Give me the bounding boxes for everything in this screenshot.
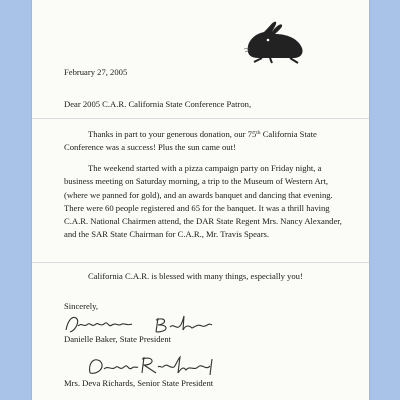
letter-closing: Sincerely, <box>64 301 99 311</box>
signer-1-name: Danielle Baker, State President <box>64 334 172 344</box>
paragraph-1-start: Thanks in part to your generous donation, our 75 <box>88 129 257 139</box>
fold-line <box>32 118 369 119</box>
paragraph-1-end: California State Conference was a success! Plus the sun came out! <box>64 129 317 153</box>
letter-paragraph-2: The weekend started with a pizza campaign party on Friday night, a business meeting on Saturday morning, a trip to the Museum of Western Art, (where we panned for gold), and an awards banquet and dancing that evening. There were 60 people registered and 65 for the banquet. It was a thrill having C.A.R. National Chairmen attend, the DAR State Regent Mrs. Nancy Alexander, and the SAR State Chairman for C.A.R., Mr. Travis Spears. <box>64 163 342 240</box>
letter-date: February 27, 2005 <box>64 67 128 77</box>
rabbit-icon <box>240 18 310 68</box>
letter-paragraph-3: California C.A.R. is blessed with many things, especially you! <box>88 271 303 281</box>
letter-paragraph-1 <box>64 128 348 155</box>
letter-salutation: Dear 2005 C.A.R. California State Conference Patron, <box>64 99 252 109</box>
signer-2-name: Mrs. Deva Richards, Senior State President <box>64 378 214 388</box>
fold-line <box>32 262 369 263</box>
signature-deva-richards <box>84 353 234 379</box>
ordinal-suffix: th <box>256 130 261 136</box>
